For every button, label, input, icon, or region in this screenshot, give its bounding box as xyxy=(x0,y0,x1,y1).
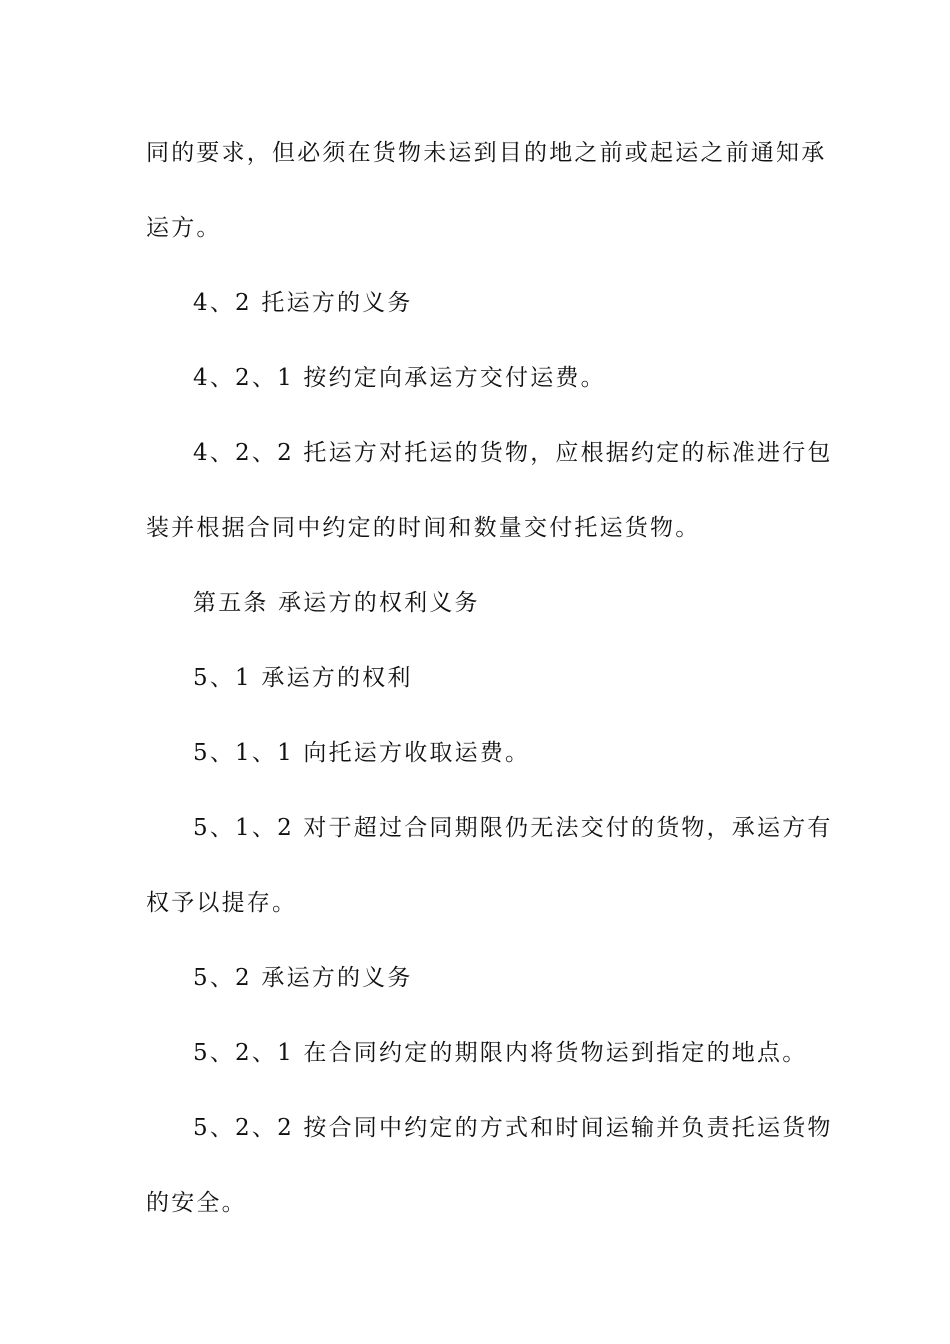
clause-line: 4、2、1 按约定向承运方交付运费。 xyxy=(193,365,606,391)
paragraph-line: 装并根据合同中约定的时间和数量交付托运货物。 xyxy=(146,515,701,541)
paragraph-line: 运方。 xyxy=(146,215,222,241)
section-heading: 5、2 承运方的义务 xyxy=(193,965,413,991)
clause-line: 5、1、1 向托运方收取运费。 xyxy=(193,740,531,766)
paragraph-line: 同的要求，但必须在货物未运到目的地之前或起运之前通知承 xyxy=(146,140,827,166)
clause-line: 5、2、2 按合同中约定的方式和时间运输并负责托运货物 xyxy=(193,1115,833,1141)
article-heading: 第五条 承运方的权利义务 xyxy=(193,590,480,616)
clause-line: 4、2、2 托运方对托运的货物，应根据约定的标准进行包 xyxy=(193,440,833,466)
clause-line: 5、2、1 在合同约定的期限内将货物运到指定的地点。 xyxy=(193,1040,808,1066)
paragraph-line: 的安全。 xyxy=(146,1190,247,1216)
section-heading: 5、1 承运方的权利 xyxy=(193,665,413,691)
paragraph-line: 权予以提存。 xyxy=(146,890,298,916)
section-heading: 4、2 托运方的义务 xyxy=(193,290,413,316)
clause-line: 5、1、2 对于超过合同期限仍无法交付的货物，承运方有 xyxy=(193,815,833,841)
